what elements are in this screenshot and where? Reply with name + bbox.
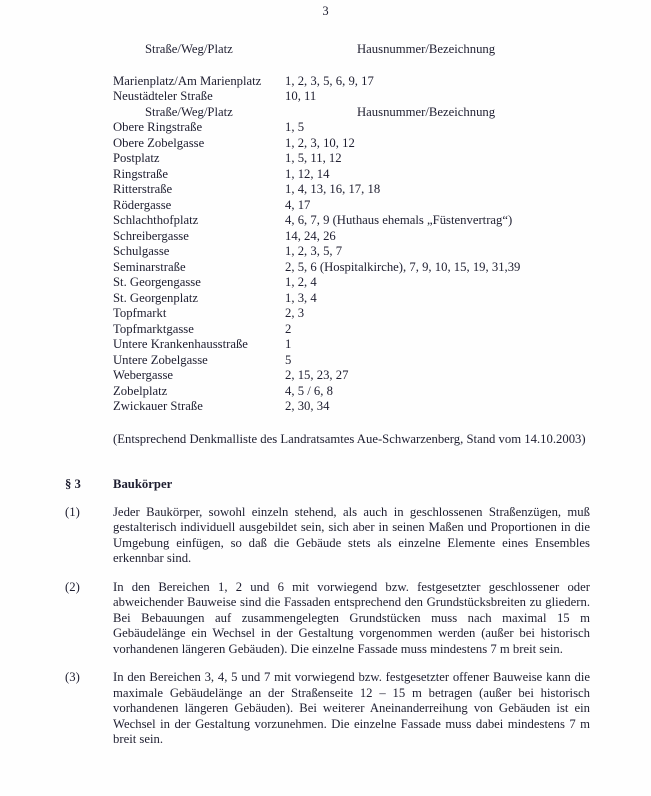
table-row: [113, 136, 590, 152]
paragraph-text: In den Bereichen 1, 2 und 6 mit vorwiegend bzw. festgesetzter geschlossener oder abweichender Bauweise sind die Fassaden entsprechend den Grundstücksbreiten zu gliedern. Bei Bebauungen auf zusammengelegten Grundstücken muss nach maximal 15 m Gebäudelänge ein Wechsel in der Gestaltung vorgenommen werden (außer bei historisch vorhandenen längeren Gebäuden). Die einzelne Fassade muss mindestens 7 m breit sein.: [113, 579, 590, 656]
table-rows-main: [113, 120, 590, 415]
street-name: Obere Ringstraße: [113, 120, 203, 134]
house-numbers: 1, 2, 3, 5, 7: [285, 244, 343, 258]
paragraph: [65, 580, 590, 658]
street-name: St. Georgenplatz: [113, 290, 199, 305]
street-name: Topfmarkt: [113, 306, 167, 320]
house-numbers: 2, 15, 23, 27: [285, 368, 349, 382]
table-header-repeat: [113, 105, 590, 121]
table-row: [113, 337, 590, 353]
paragraph: [65, 505, 590, 567]
section-title: Baukörper: [113, 477, 173, 491]
street-name: Obere Zobelgasse: [113, 135, 205, 150]
street-name: Ringstraße: [113, 166, 168, 181]
house-numbers: 2: [285, 321, 292, 336]
table-row: [113, 151, 590, 167]
table-header: [113, 42, 590, 58]
spacer: [113, 58, 590, 74]
paragraph-number: (3): [65, 670, 80, 684]
house-numbers: 1: [285, 337, 292, 351]
house-numbers: 4, 17: [285, 197, 311, 212]
table-row: [113, 244, 590, 260]
house-numbers: 1, 5, 11, 12: [285, 151, 342, 165]
house-numbers: 1, 5: [285, 120, 305, 134]
table-row: [113, 291, 590, 307]
section-heading: [65, 477, 590, 493]
denkmalliste-note: (Entsprechend Denkmalliste des Landratsamtes Aue-Schwarzenberg, Stand vom 14.10.2003): [113, 431, 586, 446]
house-numbers: 10, 11: [285, 89, 317, 103]
street-name: Marienplatz/Am Marienplatz: [113, 73, 262, 88]
house-numbers: 1, 3, 4: [285, 290, 317, 305]
table-row: [113, 74, 590, 90]
table-row: [113, 275, 590, 291]
section-paragraphs: [65, 505, 590, 748]
house-numbers: 2, 30, 34: [285, 399, 330, 413]
table-row: [113, 260, 590, 276]
street-name: Neustädteler Straße: [113, 89, 213, 103]
street-table: [113, 42, 590, 415]
table-row: [113, 167, 590, 183]
table-row: [113, 229, 590, 245]
street-name: Schlachthofplatz: [113, 213, 199, 227]
table-row: [113, 306, 590, 322]
street-name: Postplatz: [113, 151, 160, 165]
table-row: [113, 399, 590, 415]
house-numbers: 1, 4, 13, 16, 17, 18: [285, 182, 381, 196]
street-name: Seminarstraße: [113, 259, 186, 274]
table-row: [113, 198, 590, 214]
house-numbers: 1, 2, 3, 5, 6, 9, 17: [285, 73, 374, 88]
street-name: Untere Krankenhausstraße: [113, 337, 248, 351]
street-name: Ritterstraße: [113, 182, 173, 196]
house-numbers: 4, 5 / 6, 8: [285, 383, 333, 398]
table-row: [113, 368, 590, 384]
paragraph-text: Jeder Baukörper, sowohl einzeln stehend, als auch in geschlossenen Straßenzügen, muß gestalterisch individuell ausgebildet sein, sich aber in seinen Maßen und Proportionen in die Umgebung einfügen, so daß die Gebäude stets als einzelne Elemente eines Ensembles erkennbar sind.: [113, 504, 590, 565]
house-numbers: 4, 6, 7, 9 (Huthaus ehemals „Füstenvertrag“): [285, 213, 513, 227]
house-numbers: 1, 2, 3, 10, 12: [285, 135, 355, 150]
table-row: [113, 322, 590, 338]
street-name: Webergasse: [113, 368, 174, 382]
paragraph-number: (2): [65, 579, 80, 594]
column-header-street: Straße/Weg/Platz: [145, 42, 233, 56]
table-row: [113, 120, 590, 136]
street-name: Schulgasse: [113, 244, 170, 258]
table-row: [113, 89, 590, 105]
street-name: Rödergasse: [113, 197, 172, 212]
house-numbers: 1, 12, 14: [285, 166, 330, 181]
table-row: [113, 384, 590, 400]
paragraph: [65, 670, 590, 748]
column-header-street: Straße/Weg/Platz: [145, 104, 233, 119]
paragraph-text: In den Bereichen 3, 4, 5 und 7 mit vorwiegend bzw. festgesetzter offener Bauweise kann die maximale Gebäudelänge an der Straßenseite 12 – 15 m betragen (außer bei historisch vorhandenen längeren Gebäuden). Bei weiterer Aneinanderreihung von Gebäuden ist ein Wechsel in der Gestaltung vorzunehmen. Die einzelne Fassade muss dabei mindestens 7 m breit sein.: [113, 670, 590, 746]
house-numbers: 1, 2, 4: [285, 275, 317, 289]
street-name: St. Georgengasse: [113, 275, 201, 289]
street-name: Schreibergasse: [113, 228, 189, 243]
table-row: [113, 353, 590, 369]
street-name: Untere Zobelgasse: [113, 352, 208, 367]
page-content: [65, 42, 590, 748]
street-name: Zwickauer Straße: [113, 399, 203, 413]
street-name: Topfmarktgasse: [113, 321, 194, 336]
house-numbers: 2, 3: [285, 306, 305, 320]
column-header-numbers: Hausnummer/Bezeichnung: [357, 42, 496, 56]
paragraph-number: (1): [65, 504, 80, 519]
section-number: § 3: [65, 477, 81, 491]
page-number: 3: [322, 4, 329, 18]
table-rows-top: [113, 74, 590, 105]
column-header-numbers: Hausnummer/Bezeichnung: [357, 104, 496, 119]
table-row: [113, 182, 590, 198]
house-numbers: 14, 24, 26: [285, 228, 336, 243]
house-numbers: 5: [285, 352, 292, 367]
street-name: Zobelplatz: [113, 383, 168, 398]
table-row: [113, 213, 590, 229]
house-numbers: 2, 5, 6 (Hospitalkirche), 7, 9, 10, 15, 19, 31,39: [285, 259, 521, 274]
